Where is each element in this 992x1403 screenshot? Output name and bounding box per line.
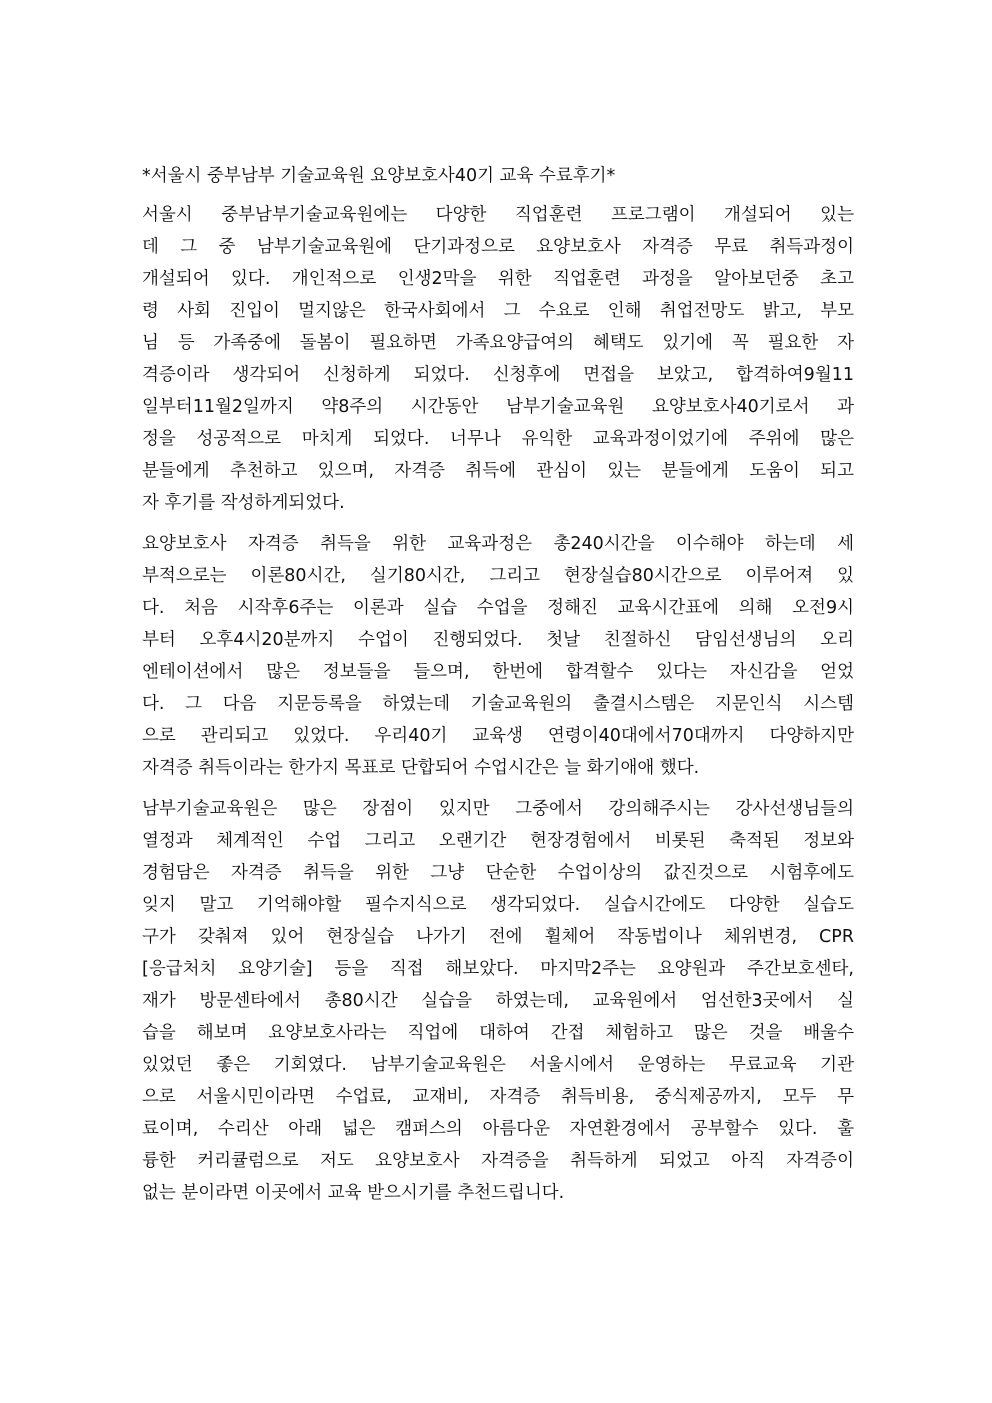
paragraph-line: 다. 그 다음 지문등록을 하였는데 기술교육원의 출결시스템은 지문인식 시스템 xyxy=(142,694,854,714)
paragraph-line: 엔테이션에서 많은 정보들을 들으며, 한번에 합격할수 있다는 자신감을 얻었 xyxy=(142,662,854,682)
paragraph-line: 륭한 커리큘럼으로 저도 요양보호사 자격증을 취득하게 되었고 아직 자격증이 xyxy=(142,1151,854,1171)
paragraph-2 xyxy=(142,528,854,784)
paragraph-line: 료이며, 수리산 아래 넓은 캠퍼스의 아름다운 자연환경에서 공부할수 있다. 훌 xyxy=(142,1119,854,1139)
paragraph-1 xyxy=(142,199,854,519)
paragraph-line: 격증이라 생각되어 신청하게 되었다. 신청후에 면접을 보았고, 합격하여9월11 xyxy=(142,365,854,385)
paragraph-line: 자격증 취득이라는 한가지 목표로 단합되어 수업시간은 늘 화기애애 했다. xyxy=(142,758,700,778)
paragraph-line: 경험담은 자격증 취득을 위한 그냥 단순한 수업이상의 값진것으로 시험후에도 xyxy=(142,863,854,883)
paragraph-line: 님 등 가족중에 돌봄이 필요하면 가족요양급여의 혜택도 있기에 꼭 필요한 자 xyxy=(142,333,854,353)
paragraph-line: 분들에게 추천하고 있으며, 자격증 취득에 관심이 있는 분들에게 도움이 되고 xyxy=(142,461,854,481)
paragraph-line: 재가 방문센타에서 총80시간 실습을 하였는데, 교육원에서 엄선한3곳에서 실 xyxy=(142,991,854,1011)
paragraph-line: 없는 분이라면 이곳에서 교육 받으시기를 추천드립니다. xyxy=(142,1183,565,1203)
paragraph-line: 정을 성공적으로 마치게 되었다. 너무나 유익한 교육과정이었기에 주위에 많은 xyxy=(142,429,854,449)
paragraph-line: 습을 해보며 요양보호사라는 직업에 대하여 간접 체험하고 많은 것을 배울수 xyxy=(142,1023,854,1043)
paragraph-line: 으로 서울시민이라면 수업료, 교재비, 자격증 취득비용, 중식제공까지, 모두 무 xyxy=(142,1087,854,1107)
paragraph-line: [응급처치 요양기술] 등을 직접 해보았다. 마지막2주는 요양원과 주간보호센타, xyxy=(142,959,854,979)
paragraph-line: 부터 오후4시20분까지 수업이 진행되었다. 첫날 친절하신 담임선생님의 오리 xyxy=(142,630,854,650)
paragraph-line: 부적으로는 이론80시간, 실기80시간, 그리고 현장실습80시간으로 이루어져 있 xyxy=(142,566,854,586)
paragraph-line: 남부기술교육원은 많은 장점이 있지만 그중에서 강의해주시는 강사선생님들의 xyxy=(142,799,854,819)
paragraph-line: 일부터11월2일까지 약8주의 시간동안 남부기술교육원 요양보호사40기로서 과 xyxy=(142,397,854,417)
paragraph-line: 잊지 말고 기억해야할 필수지식으로 생각되었다. 실습시간에도 다양한 실습도 xyxy=(142,895,854,915)
paragraph-line: 으로 관리되고 있었다. 우리40기 교육생 연령이40대에서70대까지 다양하지만 xyxy=(142,726,854,746)
paragraph-line: 서울시 중부남부기술교육원에는 다양한 직업훈련 프로그램이 개설되어 있는 xyxy=(142,205,854,225)
paragraph-3 xyxy=(142,793,854,1209)
paragraph-line: 다. 처음 시작후6주는 이론과 실습 수업을 정해진 교육시간표에 의해 오전9시 xyxy=(142,598,854,618)
paragraph-line: 령 사회 진입이 멀지않은 한국사회에서 그 수요로 인해 취업전망도 밝고, 부모 xyxy=(142,301,854,321)
paragraph-line: 자 후기를 작성하게되었다. xyxy=(142,493,345,513)
paragraph-line: 데 그 중 남부기술교육원에 단기과정으로 요양보호사 자격증 무료 취득과정이 xyxy=(142,237,854,257)
paragraph-line: 개설되어 있다. 개인적으로 인생2막을 위한 직업훈련 과정을 알아보던중 초고 xyxy=(142,269,854,289)
paragraph-line: 있었던 좋은 기회였다. 남부기술교육원은 서울시에서 운영하는 무료교육 기관 xyxy=(142,1055,854,1075)
document-page xyxy=(142,160,854,1209)
paragraph-line: 구가 갖춰져 있어 현장실습 나가기 전에 휠체어 작동법이나 체위변경, CPR xyxy=(142,927,854,947)
paragraph-line: 열정과 체계적인 수업 그리고 오랜기간 현장경험에서 비롯된 축적된 정보와 xyxy=(142,831,854,851)
paragraph-line: 요양보호사 자격증 취득을 위한 교육과정은 총240시간을 이수해야 하는데 세 xyxy=(142,534,854,554)
document-title: *서울시 중부남부 기술교육원 요양보호사40기 교육 수료후기* xyxy=(142,166,616,186)
